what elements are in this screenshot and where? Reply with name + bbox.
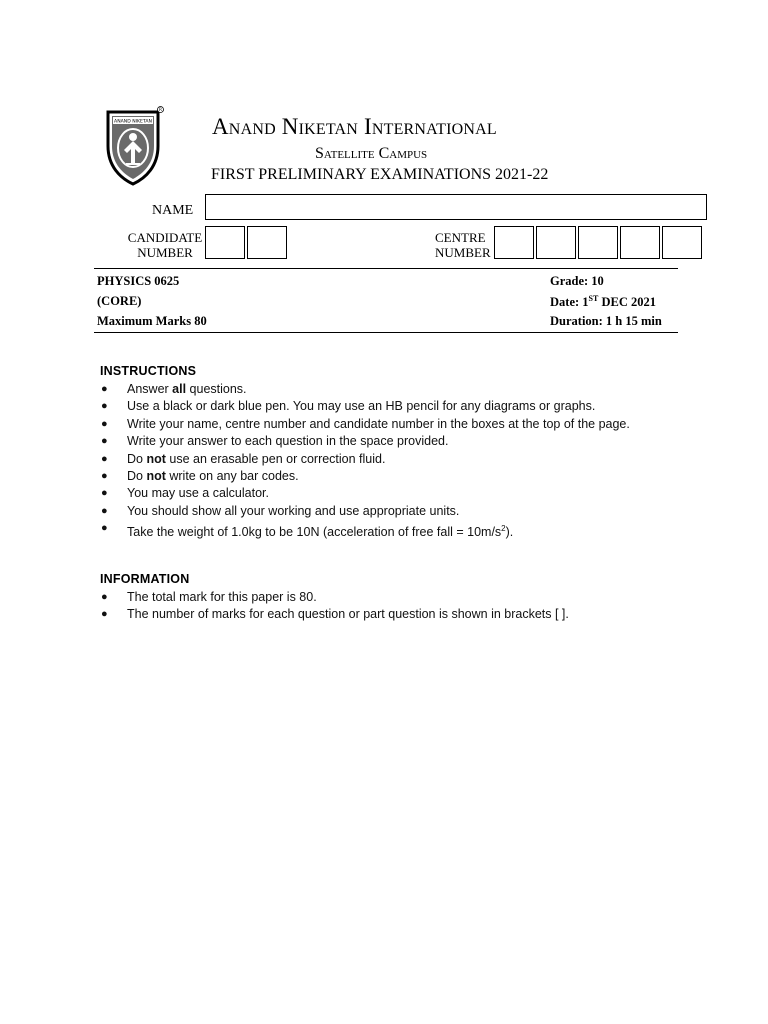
instructions-list bbox=[100, 381, 630, 538]
svg-text:R: R bbox=[158, 108, 163, 114]
school-name-text: Anand Niketan International bbox=[212, 114, 497, 139]
centre-digit-box[interactable] bbox=[620, 226, 660, 259]
bullet-icon: ● bbox=[101, 504, 108, 517]
instruction-item bbox=[100, 416, 630, 433]
instructions-heading: INSTRUCTIONS bbox=[100, 364, 197, 378]
instruction-text: questions. bbox=[186, 382, 247, 396]
instruction-text: You should show all your working and use appropriate units. bbox=[127, 503, 460, 518]
centre-digit-box[interactable] bbox=[536, 226, 576, 259]
information-list bbox=[100, 589, 569, 624]
instruction-item bbox=[100, 398, 630, 415]
bullet-icon: ● bbox=[101, 608, 108, 621]
instruction-emphasis: not bbox=[146, 468, 166, 483]
paper-level: (CORE) bbox=[97, 294, 142, 308]
instruction-text: Use a black or dark blue pen. You may use an HB pencil for any diagrams or graphs. bbox=[127, 399, 596, 414]
information-text: The total mark for this paper is 80. bbox=[127, 590, 317, 604]
candidate-digit-box[interactable] bbox=[247, 226, 287, 259]
name-field[interactable] bbox=[205, 194, 707, 220]
candidate-label-line1: CANDIDATE bbox=[127, 230, 203, 245]
logo-lettering: ANAND NIKETAN bbox=[114, 119, 152, 125]
centre-digit-box[interactable] bbox=[494, 226, 534, 259]
bullet-icon: ● bbox=[101, 400, 108, 413]
instruction-text: use an erasable pen or correction fluid. bbox=[165, 451, 386, 466]
maximum-marks: Maximum Marks 80 bbox=[97, 314, 207, 328]
information-item bbox=[100, 589, 569, 606]
instruction-text: You may use a calculator. bbox=[127, 486, 269, 501]
information-heading: INFORMATION bbox=[100, 572, 190, 586]
bullet-icon: ● bbox=[101, 383, 108, 395]
bullet-icon: ● bbox=[101, 591, 108, 603]
instruction-item bbox=[100, 468, 630, 485]
information-text: The number of marks for each question or part question is shown in brackets [ ]. bbox=[127, 607, 569, 622]
instruction-text: Write your name, centre number and candidate number in the boxes at the top of the page. bbox=[127, 416, 630, 431]
candidate-digit-box[interactable] bbox=[205, 226, 245, 259]
instruction-text: Do bbox=[127, 451, 147, 466]
instruction-emphasis: not bbox=[146, 451, 166, 466]
instruction-item bbox=[100, 433, 630, 450]
centre-label-line1: CENTRE bbox=[435, 230, 486, 245]
instruction-item bbox=[100, 485, 630, 502]
candidate-number-label bbox=[124, 230, 206, 260]
candidate-label-line2: NUMBER bbox=[137, 245, 193, 260]
subject-code: PHYSICS 0625 bbox=[97, 274, 180, 288]
school-name bbox=[212, 114, 497, 140]
bullet-icon: ● bbox=[101, 435, 108, 448]
instruction-text: ). bbox=[505, 525, 514, 540]
instruction-item bbox=[100, 503, 630, 520]
centre-digit-box[interactable] bbox=[578, 226, 618, 259]
exam-date: Date: 1ST DEC 2021 bbox=[550, 294, 656, 310]
exam-title: FIRST PRELIMINARY EXAMINATIONS 2021-22 bbox=[211, 166, 549, 183]
campus-name: Satellite Campus bbox=[315, 145, 428, 162]
grade: Grade: 10 bbox=[550, 274, 604, 288]
bullet-icon: ● bbox=[101, 522, 108, 535]
candidate-number-boxes bbox=[205, 226, 289, 259]
duration: Duration: 1 h 15 min bbox=[550, 314, 662, 328]
centre-number-boxes bbox=[494, 226, 702, 259]
instruction-text: Write your answer to each question in the space provided. bbox=[127, 434, 449, 449]
instruction-superscript: 2 bbox=[501, 524, 506, 534]
centre-number-label bbox=[432, 230, 494, 260]
instruction-text: write on any bar codes. bbox=[165, 468, 299, 483]
bullet-icon: ● bbox=[101, 469, 108, 482]
instruction-text: Take the weight of 1.0kg to be 10N (acceleration of free fall = 10m/s bbox=[127, 525, 502, 540]
information-item bbox=[100, 606, 569, 623]
instruction-item bbox=[100, 520, 630, 540]
divider-top bbox=[94, 268, 678, 269]
instruction-emphasis: all bbox=[172, 382, 187, 396]
instruction-text: Do bbox=[127, 468, 147, 483]
bullet-icon: ● bbox=[101, 452, 108, 465]
centre-digit-box[interactable] bbox=[662, 226, 702, 259]
bullet-icon: ● bbox=[101, 417, 108, 430]
name-label: NAME bbox=[152, 203, 194, 218]
bullet-icon: ● bbox=[101, 487, 108, 500]
instruction-text: Answer bbox=[127, 382, 173, 396]
centre-label-line2: NUMBER bbox=[435, 245, 491, 260]
divider-bottom bbox=[94, 332, 678, 333]
instruction-item bbox=[100, 451, 630, 468]
school-logo bbox=[104, 106, 166, 186]
instruction-item bbox=[100, 381, 630, 398]
